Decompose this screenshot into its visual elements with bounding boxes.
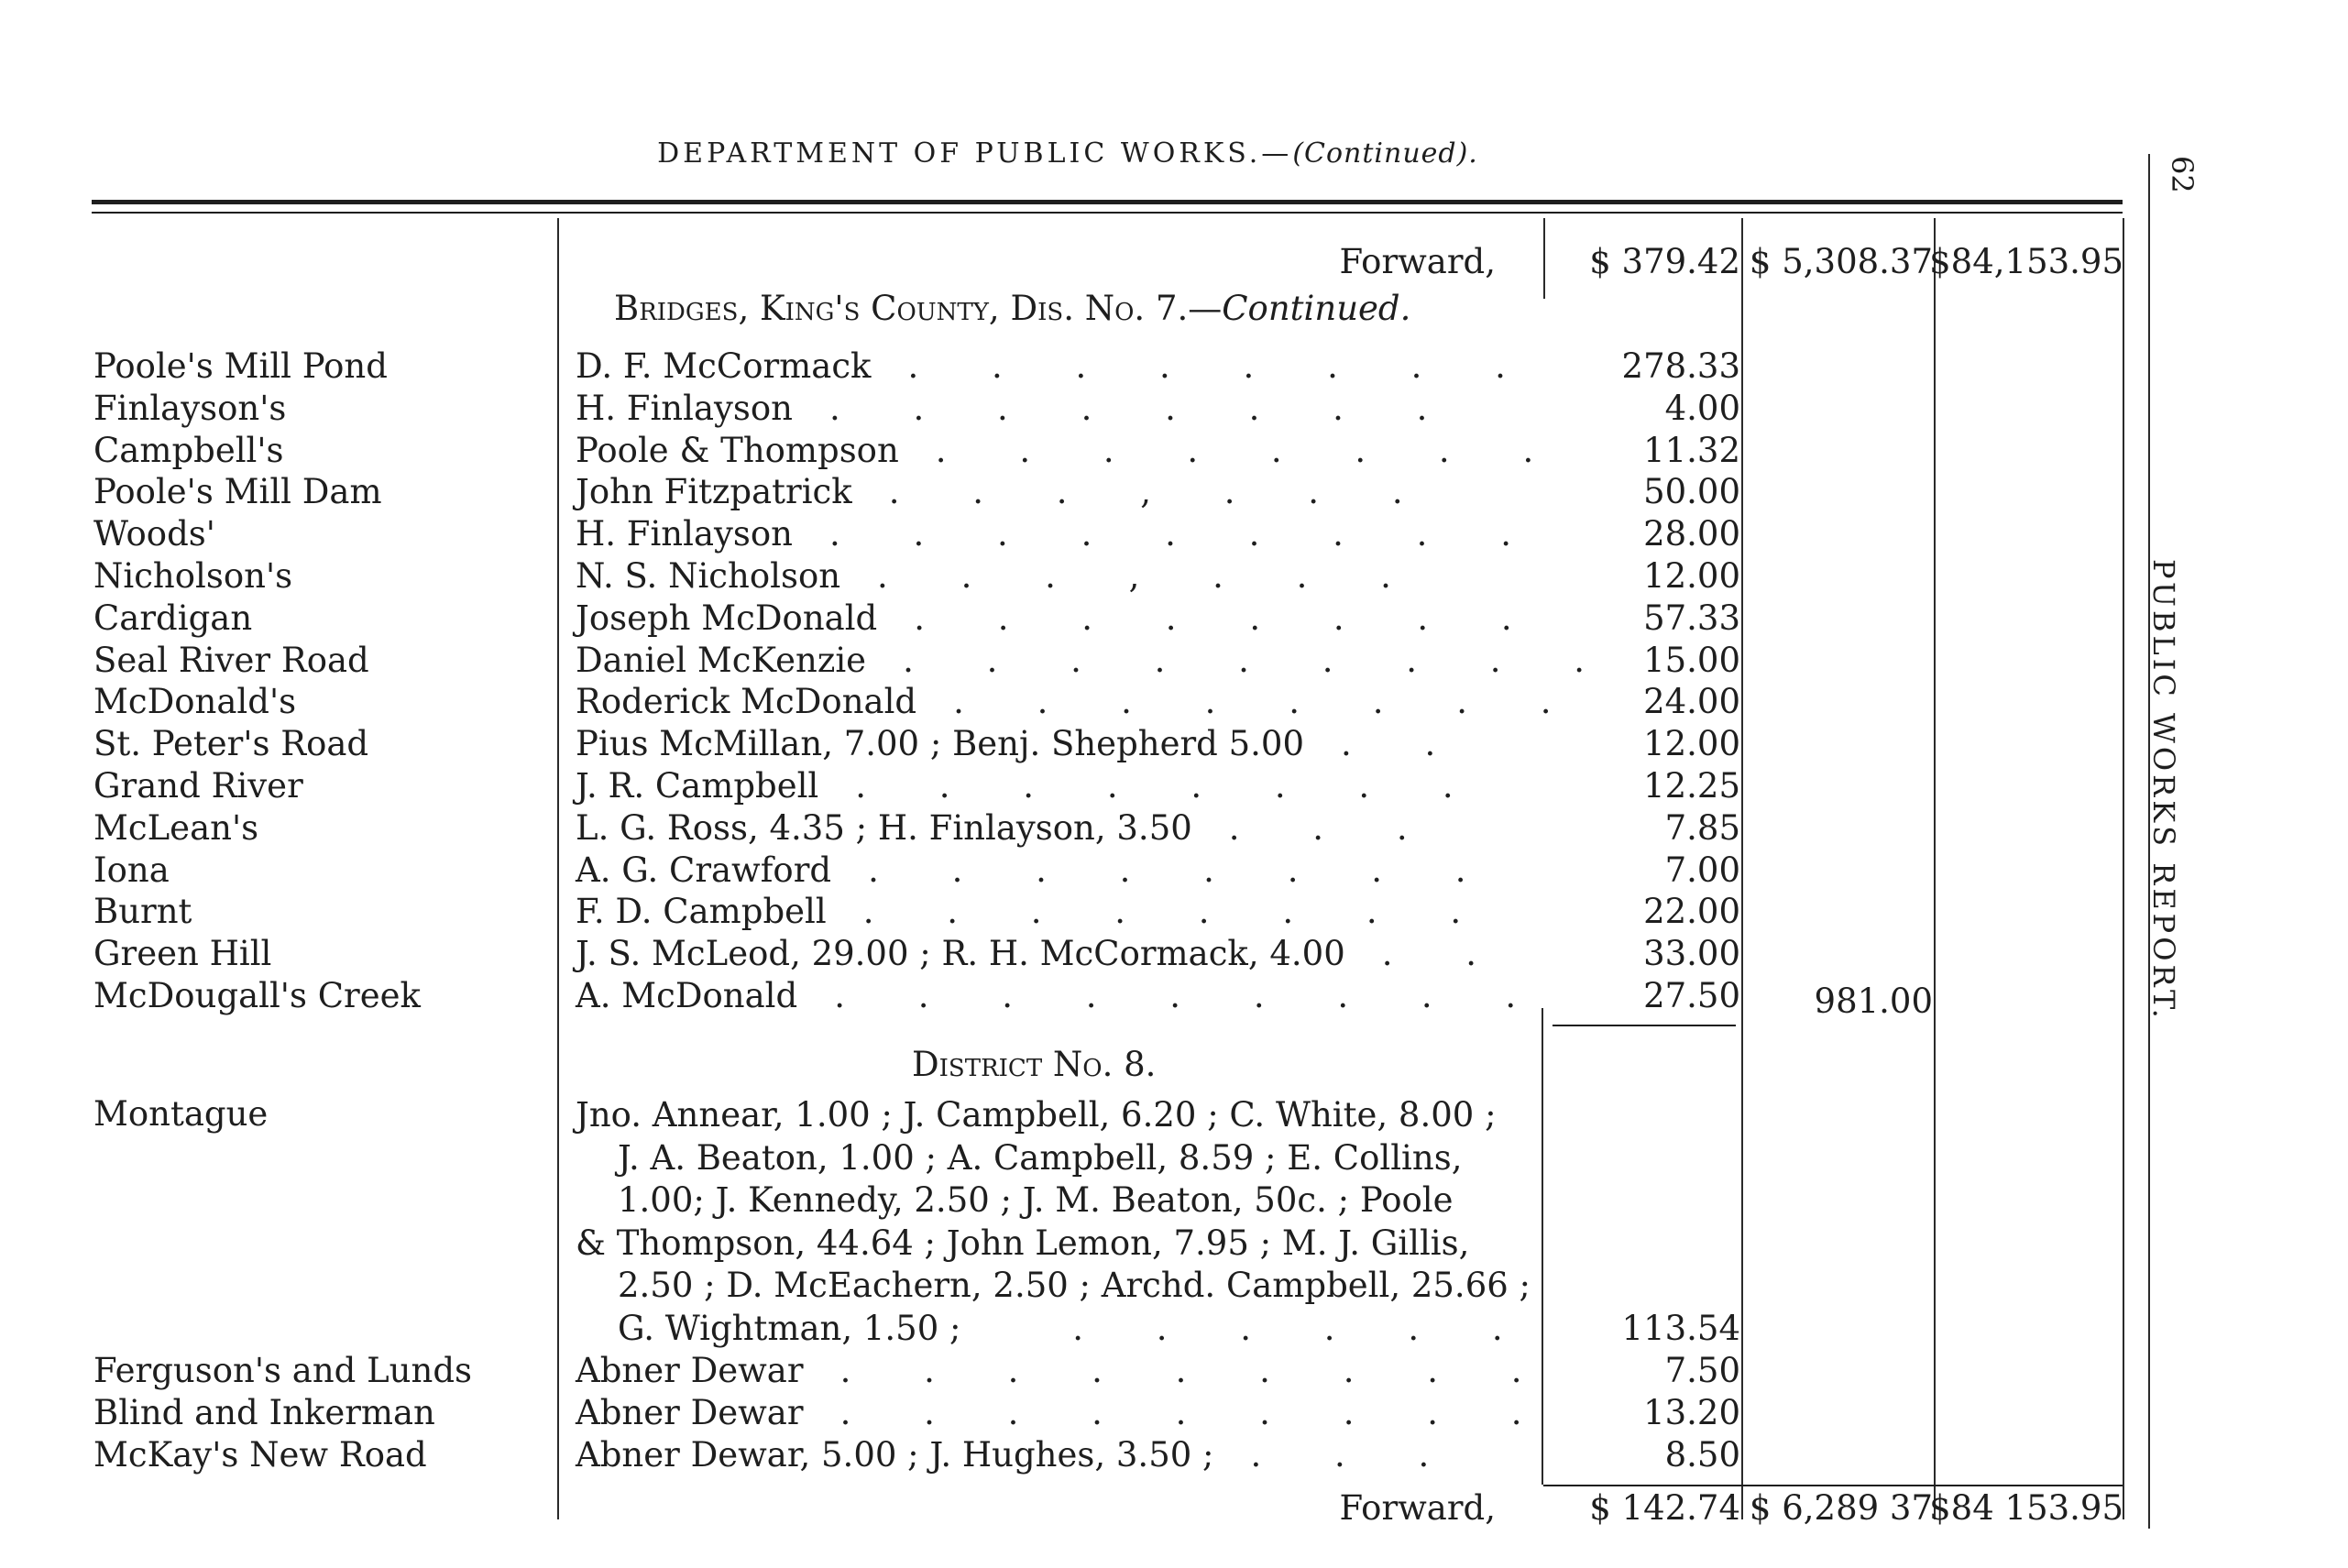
header-continued: (Continued). xyxy=(1292,137,1478,170)
section1-subtotal: 981.00 xyxy=(1814,981,1933,1021)
entry-payee xyxy=(576,1435,1460,1475)
leader-dots: . . . , . . . xyxy=(877,556,1422,596)
montague-place: Montague xyxy=(93,1094,269,1134)
montague-amount: 113.54 xyxy=(1621,1309,1740,1348)
montague-line: & Thompson, 44.64 ; John Lemon, 7.95 ; M. J. Gillis, xyxy=(576,1223,1470,1263)
entry-amount: 7.00 xyxy=(1664,850,1740,890)
entry-place: Ferguson's and Lunds xyxy=(93,1351,472,1390)
forward-label-bottom: Forward, xyxy=(1339,1488,1496,1528)
leader-dots: . . . . . . . . xyxy=(855,766,1485,806)
entry-payee xyxy=(576,892,1492,931)
entry-place: Grand River xyxy=(93,766,303,806)
entry-amount: 15.00 xyxy=(1643,640,1740,680)
entry-payee xyxy=(576,934,1508,973)
entry-amount: 12.00 xyxy=(1643,556,1740,596)
leader-dots: . . . . . . . . . xyxy=(834,976,1548,1015)
entry-payee xyxy=(576,682,1583,721)
header-rule-thick xyxy=(92,200,2123,204)
entry-amount: 8.50 xyxy=(1664,1434,1740,1475)
entry-payee-name: A. G. Crawford xyxy=(576,850,832,890)
entry-payee-name: Daniel McKenzie xyxy=(576,640,867,680)
entry-payee xyxy=(576,1393,1553,1432)
entry-payee-name: H. Finlayson xyxy=(576,388,794,428)
section1-heading-text: Bridges, King's County, Dis. No. 7.— xyxy=(614,289,1223,328)
entry-amount: 57.33 xyxy=(1643,598,1740,638)
entry-payee xyxy=(576,472,1434,511)
entry-place: Seal River Road xyxy=(93,640,369,680)
entry-place: Nicholson's xyxy=(93,556,293,596)
montague-last-line: G. Wightman, 1.50 ; xyxy=(618,1308,961,1348)
entry-place: Woods' xyxy=(93,514,215,554)
entry-place: Poole's Mill Dam xyxy=(93,472,382,512)
leader-dots: . . . . . . . . xyxy=(914,598,1543,638)
entry-amount: 7.85 xyxy=(1664,807,1740,848)
entry-payee-name: Joseph McDonald xyxy=(576,598,878,638)
entry-amount: 27.50 xyxy=(1643,976,1740,1015)
entry-amount: 22.00 xyxy=(1643,892,1740,932)
entry-place: St. Peter's Road xyxy=(93,724,369,764)
montague-line: 2.50 ; D. McEachern, 2.50 ; Archd. Campbell, 25.66 ; xyxy=(618,1266,1531,1305)
entry-amount: 4.00 xyxy=(1664,388,1740,428)
entry-payee xyxy=(576,431,1564,470)
entry-payee-name: L. G. Ross, 4.35 ; H. Finlayson, 3.50 xyxy=(576,807,1192,848)
entry-place: McDonald's xyxy=(93,682,297,722)
montague-line xyxy=(576,1308,1534,1351)
leader-dots: . . . . . . . . . xyxy=(839,1392,1553,1432)
entry-payee xyxy=(576,766,1485,806)
entry-amount: 11.32 xyxy=(1643,430,1740,470)
forward-bottom-col1: $ 142.74 xyxy=(1589,1488,1740,1528)
leader-dots: . . xyxy=(1341,724,1467,764)
col3-left-rule xyxy=(1934,218,1936,1519)
section1-heading-continued: Continued. xyxy=(1222,289,1411,328)
entry-payee xyxy=(576,976,1547,1015)
entry-amount: 278.33 xyxy=(1621,346,1740,386)
entry-payee-name: D. F. McCormack xyxy=(576,346,872,386)
entry-payee xyxy=(576,724,1466,763)
entry-payee-name: A. McDonald xyxy=(576,976,798,1015)
forward-label-top: Forward, xyxy=(1339,242,1496,281)
entry-payee-name: Abner Dewar, 5.00 ; J. Hughes, 3.50 ; xyxy=(576,1434,1214,1475)
entry-payee-name: Poole & Thompson xyxy=(576,430,899,470)
forward-top-col2: $ 5,308.37 xyxy=(1749,242,1933,281)
entry-place: McDougall's Creek xyxy=(93,976,421,1015)
section1-heading xyxy=(614,289,1410,328)
section2-heading: District No. 8. xyxy=(912,1045,1157,1084)
entry-payee xyxy=(576,389,1458,428)
header-rule-thin xyxy=(92,212,2123,214)
entry-payee-name: Abner Dewar xyxy=(576,1392,804,1432)
entry-payee xyxy=(576,598,1543,638)
leader-dots: . . . . . . . . xyxy=(862,892,1493,932)
montague-payees xyxy=(576,1094,1534,1350)
entry-payee-name: Pius McMillan, 7.00 ; Benj. Shepherd 5.00 xyxy=(576,724,1304,764)
entry-payee xyxy=(576,346,1537,386)
table-right-rule xyxy=(2123,218,2124,1519)
entry-amount: 24.00 xyxy=(1643,682,1740,722)
entry-place: McKay's New Road xyxy=(93,1434,427,1475)
payee-column-rule xyxy=(557,218,559,1519)
entry-payee-name: Roderick McDonald xyxy=(576,682,917,722)
entry-payee-name: F. D. Campbell xyxy=(576,892,827,932)
leader-dots: . . . . . . . . . xyxy=(839,1351,1553,1390)
entry-payee-name: H. Finlayson xyxy=(576,514,794,554)
page-number: 62 xyxy=(2165,156,2200,193)
entry-place: Campbell's xyxy=(93,430,284,470)
page-header xyxy=(0,137,2135,170)
entry-amount: 12.00 xyxy=(1643,724,1740,764)
entry-payee-name: N. S. Nicholson xyxy=(576,556,841,596)
entry-payee xyxy=(576,514,1542,554)
entry-amount: 12.25 xyxy=(1643,766,1740,806)
entry-place: Iona xyxy=(93,850,170,890)
entry-amount: 33.00 xyxy=(1643,934,1740,974)
leader-dots: . . . . . . . . xyxy=(953,682,1583,722)
forward-bottom-col3: $84 153.95 xyxy=(1929,1488,2123,1528)
leader-dots: . . . . . . . . xyxy=(829,388,1459,428)
entry-payee xyxy=(576,1351,1553,1390)
entry-payee xyxy=(576,641,1616,680)
forward-bottom-col2: $ 6,289 37 xyxy=(1749,1488,1933,1528)
leader-dots: . . . xyxy=(1228,807,1439,848)
entry-amount: 28.00 xyxy=(1643,514,1740,554)
entry-place: Cardigan xyxy=(93,598,253,638)
leader-dots: . . . . . . . . xyxy=(907,346,1537,386)
entry-place: Burnt xyxy=(93,892,192,932)
leader-dots: . . . . . . xyxy=(1072,1308,1534,1348)
entry-amount: 50.00 xyxy=(1643,472,1740,512)
leader-dots: . . . . . . . . xyxy=(935,430,1565,470)
leader-dots: . . . . . . . . . xyxy=(903,640,1617,680)
leader-dots: . . xyxy=(1381,934,1509,974)
entry-place: Green Hill xyxy=(93,934,272,974)
montague-line: Jno. Annear, 1.00 ; J. Campbell, 6.20 ; C. White, 8.00 ; xyxy=(576,1095,1497,1135)
leader-dots: . . . , . . . xyxy=(888,472,1434,512)
subtotal-rule xyxy=(1553,1025,1736,1026)
entry-payee xyxy=(576,808,1439,848)
side-running-title: PUBLIC WORKS REPORT. xyxy=(2146,559,2181,1022)
entry-payee xyxy=(576,556,1422,596)
entry-amount: 7.50 xyxy=(1664,1351,1740,1390)
entry-payee-name: J. S. McLeod, 29.00 ; R. H. McCormack, 4.00 xyxy=(576,934,1345,974)
entry-payee-name: Abner Dewar xyxy=(576,1351,804,1390)
entry-place: Blind and Inkerman xyxy=(93,1392,435,1432)
entry-place: Poole's Mill Pond xyxy=(93,346,388,386)
entry-payee-name: John Fitzpatrick xyxy=(576,472,852,512)
entry-place: Finlayson's xyxy=(93,388,287,428)
entry-amount: 13.20 xyxy=(1643,1392,1740,1432)
entry-payee-name: J. R. Campbell xyxy=(576,766,819,806)
header-title: DEPARTMENT OF PUBLIC WORKS.— xyxy=(657,137,1293,170)
forward-top-col1: $ 379.42 xyxy=(1589,242,1740,281)
montague-line: J. A. Beaton, 1.00 ; A. Campbell, 8.59 ; E. Collins, xyxy=(618,1137,1463,1178)
col1-left-rule xyxy=(1543,218,1545,299)
leader-dots: . . . xyxy=(1250,1434,1461,1475)
leader-dots: . . . . . . . . xyxy=(868,850,1498,890)
entry-payee xyxy=(576,850,1498,890)
entry-place: McLean's xyxy=(93,807,259,848)
leader-dots: . . . . . . . . . xyxy=(829,514,1542,554)
bottom-forward-rule xyxy=(1543,1485,2123,1486)
montague-line: 1.00; J. Kennedy, 2.50 ; J. M. Beaton, 50c. ; Poole xyxy=(618,1180,1454,1220)
col2-left-rule xyxy=(1741,218,1743,1519)
forward-top-col3: $84,153.95 xyxy=(1929,242,2123,281)
